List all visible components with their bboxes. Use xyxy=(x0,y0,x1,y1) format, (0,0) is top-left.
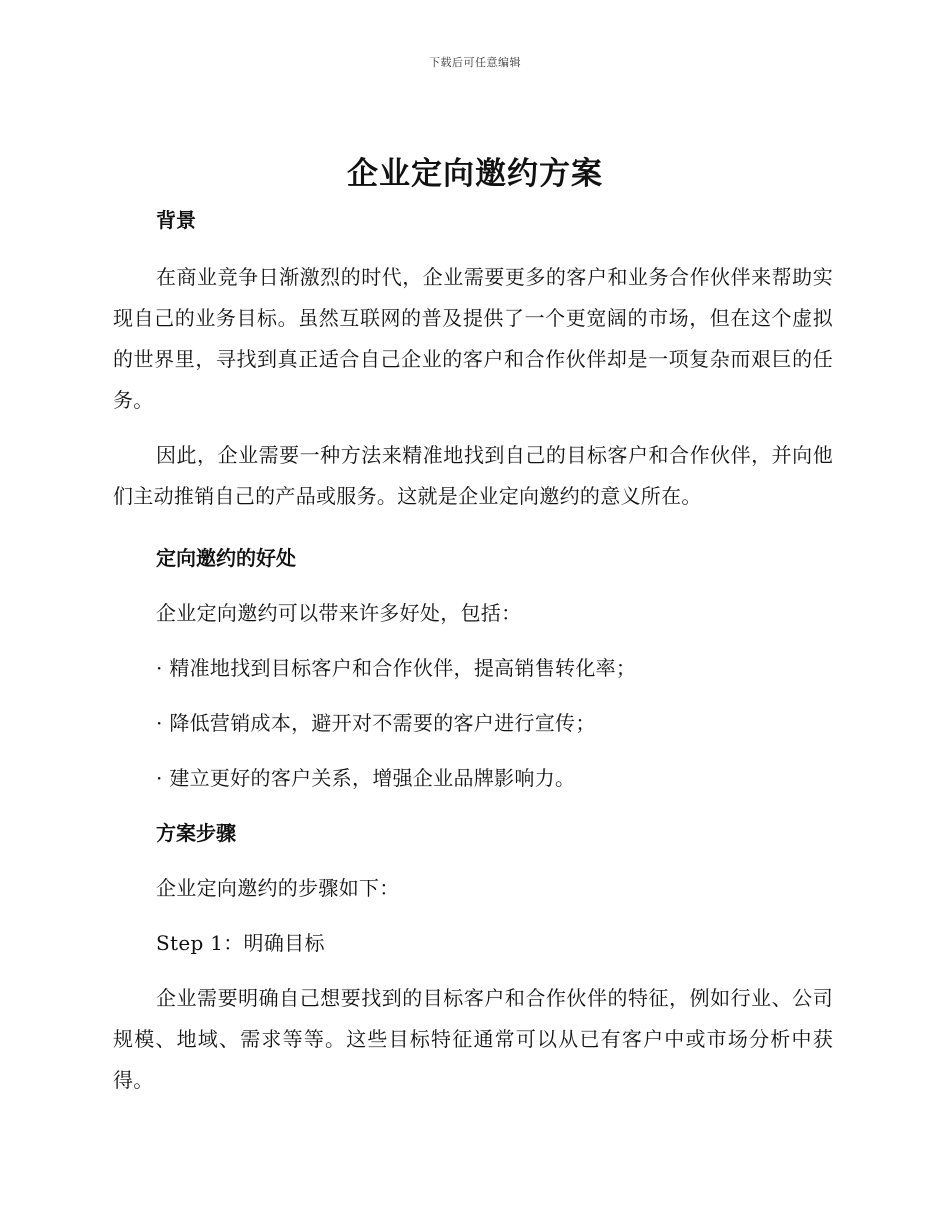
document-title: 企业定向邀约方案 xyxy=(347,156,603,192)
list-item-benefit-2: · 降低营销成本，避开对不需要的客户进行宣传； xyxy=(156,711,596,735)
header-note: 下载后可任意编辑 xyxy=(429,56,521,69)
paragraph-benefits-intro: 企业定向邀约可以带来许多好处，包括： xyxy=(156,601,522,625)
section-heading-benefits: 定向邀约的好处 xyxy=(156,546,296,570)
paragraph-background-1: 在商业竞争日渐激烈的时代，企业需要更多的客户和业务合作伙伴来帮助实现自己的业务目标。虽然互联网的普及提供了一个更宽阔的市场，但在这个虚拟的世界里，寻找到真正适合自己企业的客户和合作伙伴却是一项复杂而艰巨的任务。 xyxy=(113,265,833,412)
section-heading-background: 背景 xyxy=(156,208,196,232)
list-item-benefit-3: · 建立更好的客户关系，增强企业品牌影响力。 xyxy=(156,766,576,790)
section-heading-steps: 方案步骤 xyxy=(156,821,236,845)
paragraph-step-1: 企业需要明确自己想要找到的目标客户和合作伙伴的特征，例如行业、公司规模、地域、需求等等。这些目标特征通常可以从已有客户中或市场分析中获得。 xyxy=(113,986,833,1092)
document-body xyxy=(113,203,833,1101)
list-item-benefit-1: · 精准地找到目标客户和合作伙伴，提高销售转化率； xyxy=(156,656,637,680)
paragraph-steps-intro: 企业定向邀约的步骤如下： xyxy=(156,876,400,900)
step-1-label: Step 1：明确目标 xyxy=(156,931,325,955)
paragraph-background-2: 因此，企业需要一种方法来精准地找到自己的目标客户和合作伙伴，并向他们主动推销自己的产品或服务。这就是企业定向邀约的意义所在。 xyxy=(113,443,833,508)
